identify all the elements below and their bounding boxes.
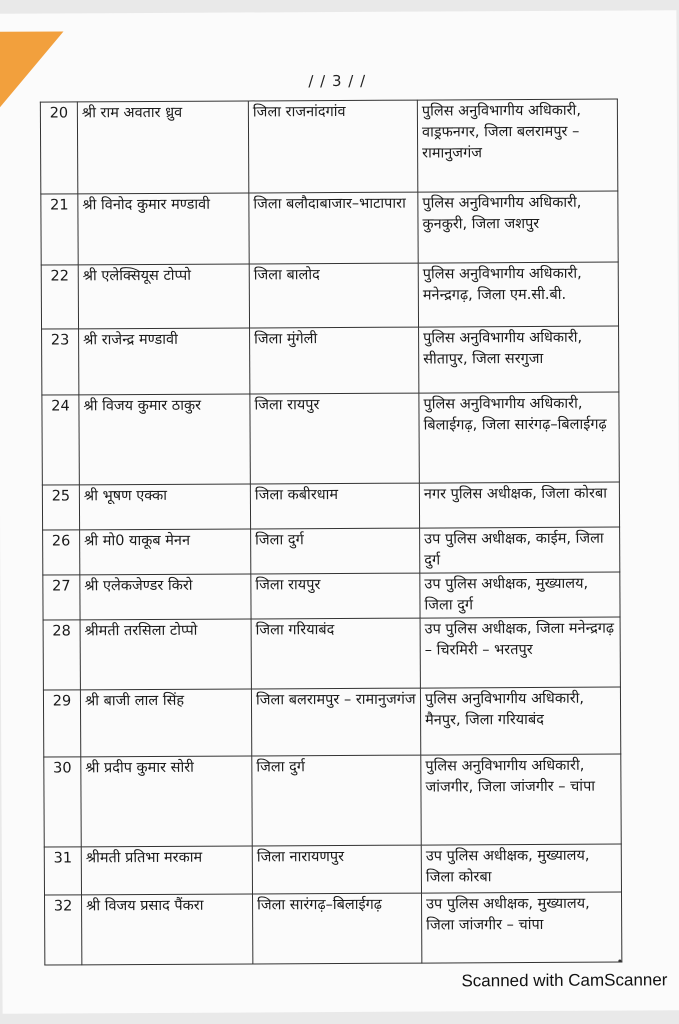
table-row — [43, 527, 620, 575]
serial-number: 23 — [42, 329, 79, 395]
scanned-page — [0, 10, 679, 1014]
officer-name: श्री राम अवतार ध्रुव — [77, 101, 248, 194]
new-posting: उप पुलिस अधीक्षक, मुख्यालय, जिला कोरबा — [421, 844, 621, 893]
table-row — [42, 392, 619, 485]
officer-name: श्री भूषण एक्का — [79, 484, 250, 530]
table-row — [42, 482, 619, 530]
current-posting: जिला नारायणपुर — [252, 845, 421, 894]
serial-number: 27 — [43, 575, 80, 620]
page-corner-fold — [0, 31, 64, 109]
new-posting: पुलिस अनुविभागीय अधिकारी, मैनपुर, जिला गरियाबंद — [420, 687, 620, 755]
officer-name: श्री एलेक्सियूस टोप्पो — [78, 264, 249, 329]
serial-number: 20 — [40, 102, 77, 194]
officer-name: श्री विनोद कुमार मण्डावी — [78, 193, 249, 265]
table-row — [45, 892, 622, 965]
officer-name: श्री बाजी लाल सिंह — [80, 689, 251, 757]
officer-name: श्री विजय प्रसाद पैंकरा — [82, 894, 253, 965]
current-posting: जिला दुर्ग — [252, 755, 421, 846]
table-row — [44, 754, 621, 847]
serial-number: 26 — [43, 530, 80, 575]
serial-number: 21 — [41, 194, 78, 265]
table-row — [43, 687, 620, 757]
serial-number: 24 — [42, 395, 79, 485]
new-posting: पुलिस अनुविभागीय अधिकारी, जांजगीर, जिला जांजगीर – चांपा — [421, 754, 621, 845]
new-posting: नगर पुलिस अधीक्षक, जिला कोरबा — [419, 482, 619, 528]
current-posting: जिला रायपुर — [251, 573, 420, 619]
scan-speck — [618, 960, 621, 963]
transfer-table — [40, 99, 623, 966]
serial-number: 29 — [43, 690, 80, 757]
current-posting: जिला दुर्ग — [251, 528, 420, 574]
current-posting: जिला बालोद — [249, 263, 418, 328]
officer-name: श्रीमती प्रतिभा मरकाम — [81, 846, 252, 895]
new-posting: पुलिस अनुविभागीय अधिकारी, सीतापुर, जिला सरगुजा — [419, 326, 619, 393]
current-posting: जिला बलरामपुर – रामानुजगंज — [251, 688, 420, 756]
current-posting: जिला राजनांदगांव — [248, 100, 417, 193]
current-posting: जिला मुंगेली — [250, 327, 419, 394]
new-posting: उप पुलिस अधीक्षक, जिला मनेन्द्रगढ़ – चिरमिरी – भरतपुर — [420, 617, 620, 688]
table-row — [44, 844, 621, 895]
new-posting: पुलिस अनुविभागीय अधिकारी, बिलाईगढ़, जिला सारंगढ़–बिलाईगढ़ — [419, 392, 619, 483]
current-posting: जिला सारंगढ़–बिलाईगढ़ — [252, 893, 421, 964]
table-row — [41, 262, 618, 329]
table-row — [43, 572, 620, 620]
current-posting: जिला गरियाबंद — [251, 618, 420, 689]
current-posting: जिला बलौदाबाजार–भाटापारा — [249, 192, 418, 264]
table-row — [43, 617, 620, 690]
serial-number: 32 — [45, 895, 82, 965]
officer-name: श्री एलेकजेण्डर किरो — [80, 574, 251, 620]
officer-name: श्रीमती तरसिला टोप्पो — [80, 619, 251, 690]
new-posting: पुलिस अनुविभागीय अधिकारी, मनेन्द्रगढ़, जिला एम.सी.बी. — [418, 262, 618, 327]
officer-name: श्री मो0 याकूब मेनन — [80, 529, 251, 575]
new-posting: उप पुलिस अधीक्षक, काईम, जिला दुर्ग — [420, 527, 620, 573]
page-number: / / 3 / / — [308, 71, 367, 91]
serial-number: 30 — [44, 757, 81, 847]
current-posting: जिला कबीरधाम — [250, 483, 419, 529]
new-posting: पुलिस अनुविभागीय अधिकारी, कुनकुरी, जिला जशपुर — [418, 191, 618, 263]
new-posting: उप पुलिस अधीक्षक, मुख्यालय, जिला जांजगीर – चांपा — [421, 892, 621, 963]
serial-number: 22 — [41, 265, 78, 329]
officer-name: श्री विजय कुमार ठाकुर — [79, 394, 250, 485]
serial-number: 28 — [43, 620, 80, 690]
table-row — [40, 99, 617, 194]
table-row — [42, 326, 619, 395]
scanner-watermark: Scanned with CamScanner — [461, 970, 668, 991]
current-posting: जिला रायपुर — [250, 393, 419, 484]
officer-name: श्री प्रदीप कुमार सोरी — [81, 756, 252, 847]
table-row — [41, 191, 618, 265]
serial-number: 31 — [44, 847, 81, 895]
serial-number: 25 — [42, 485, 79, 530]
new-posting: पुलिस अनुविभागीय अधिकारी, वाड्रफनगर, जिला बलरामपुर – रामानुजगंज — [417, 99, 617, 192]
new-posting: उप पुलिस अधीक्षक, मुख्यालय, जिला दुर्ग — [420, 572, 620, 618]
officer-name: श्री राजेन्द्र मण्डावी — [79, 328, 250, 395]
